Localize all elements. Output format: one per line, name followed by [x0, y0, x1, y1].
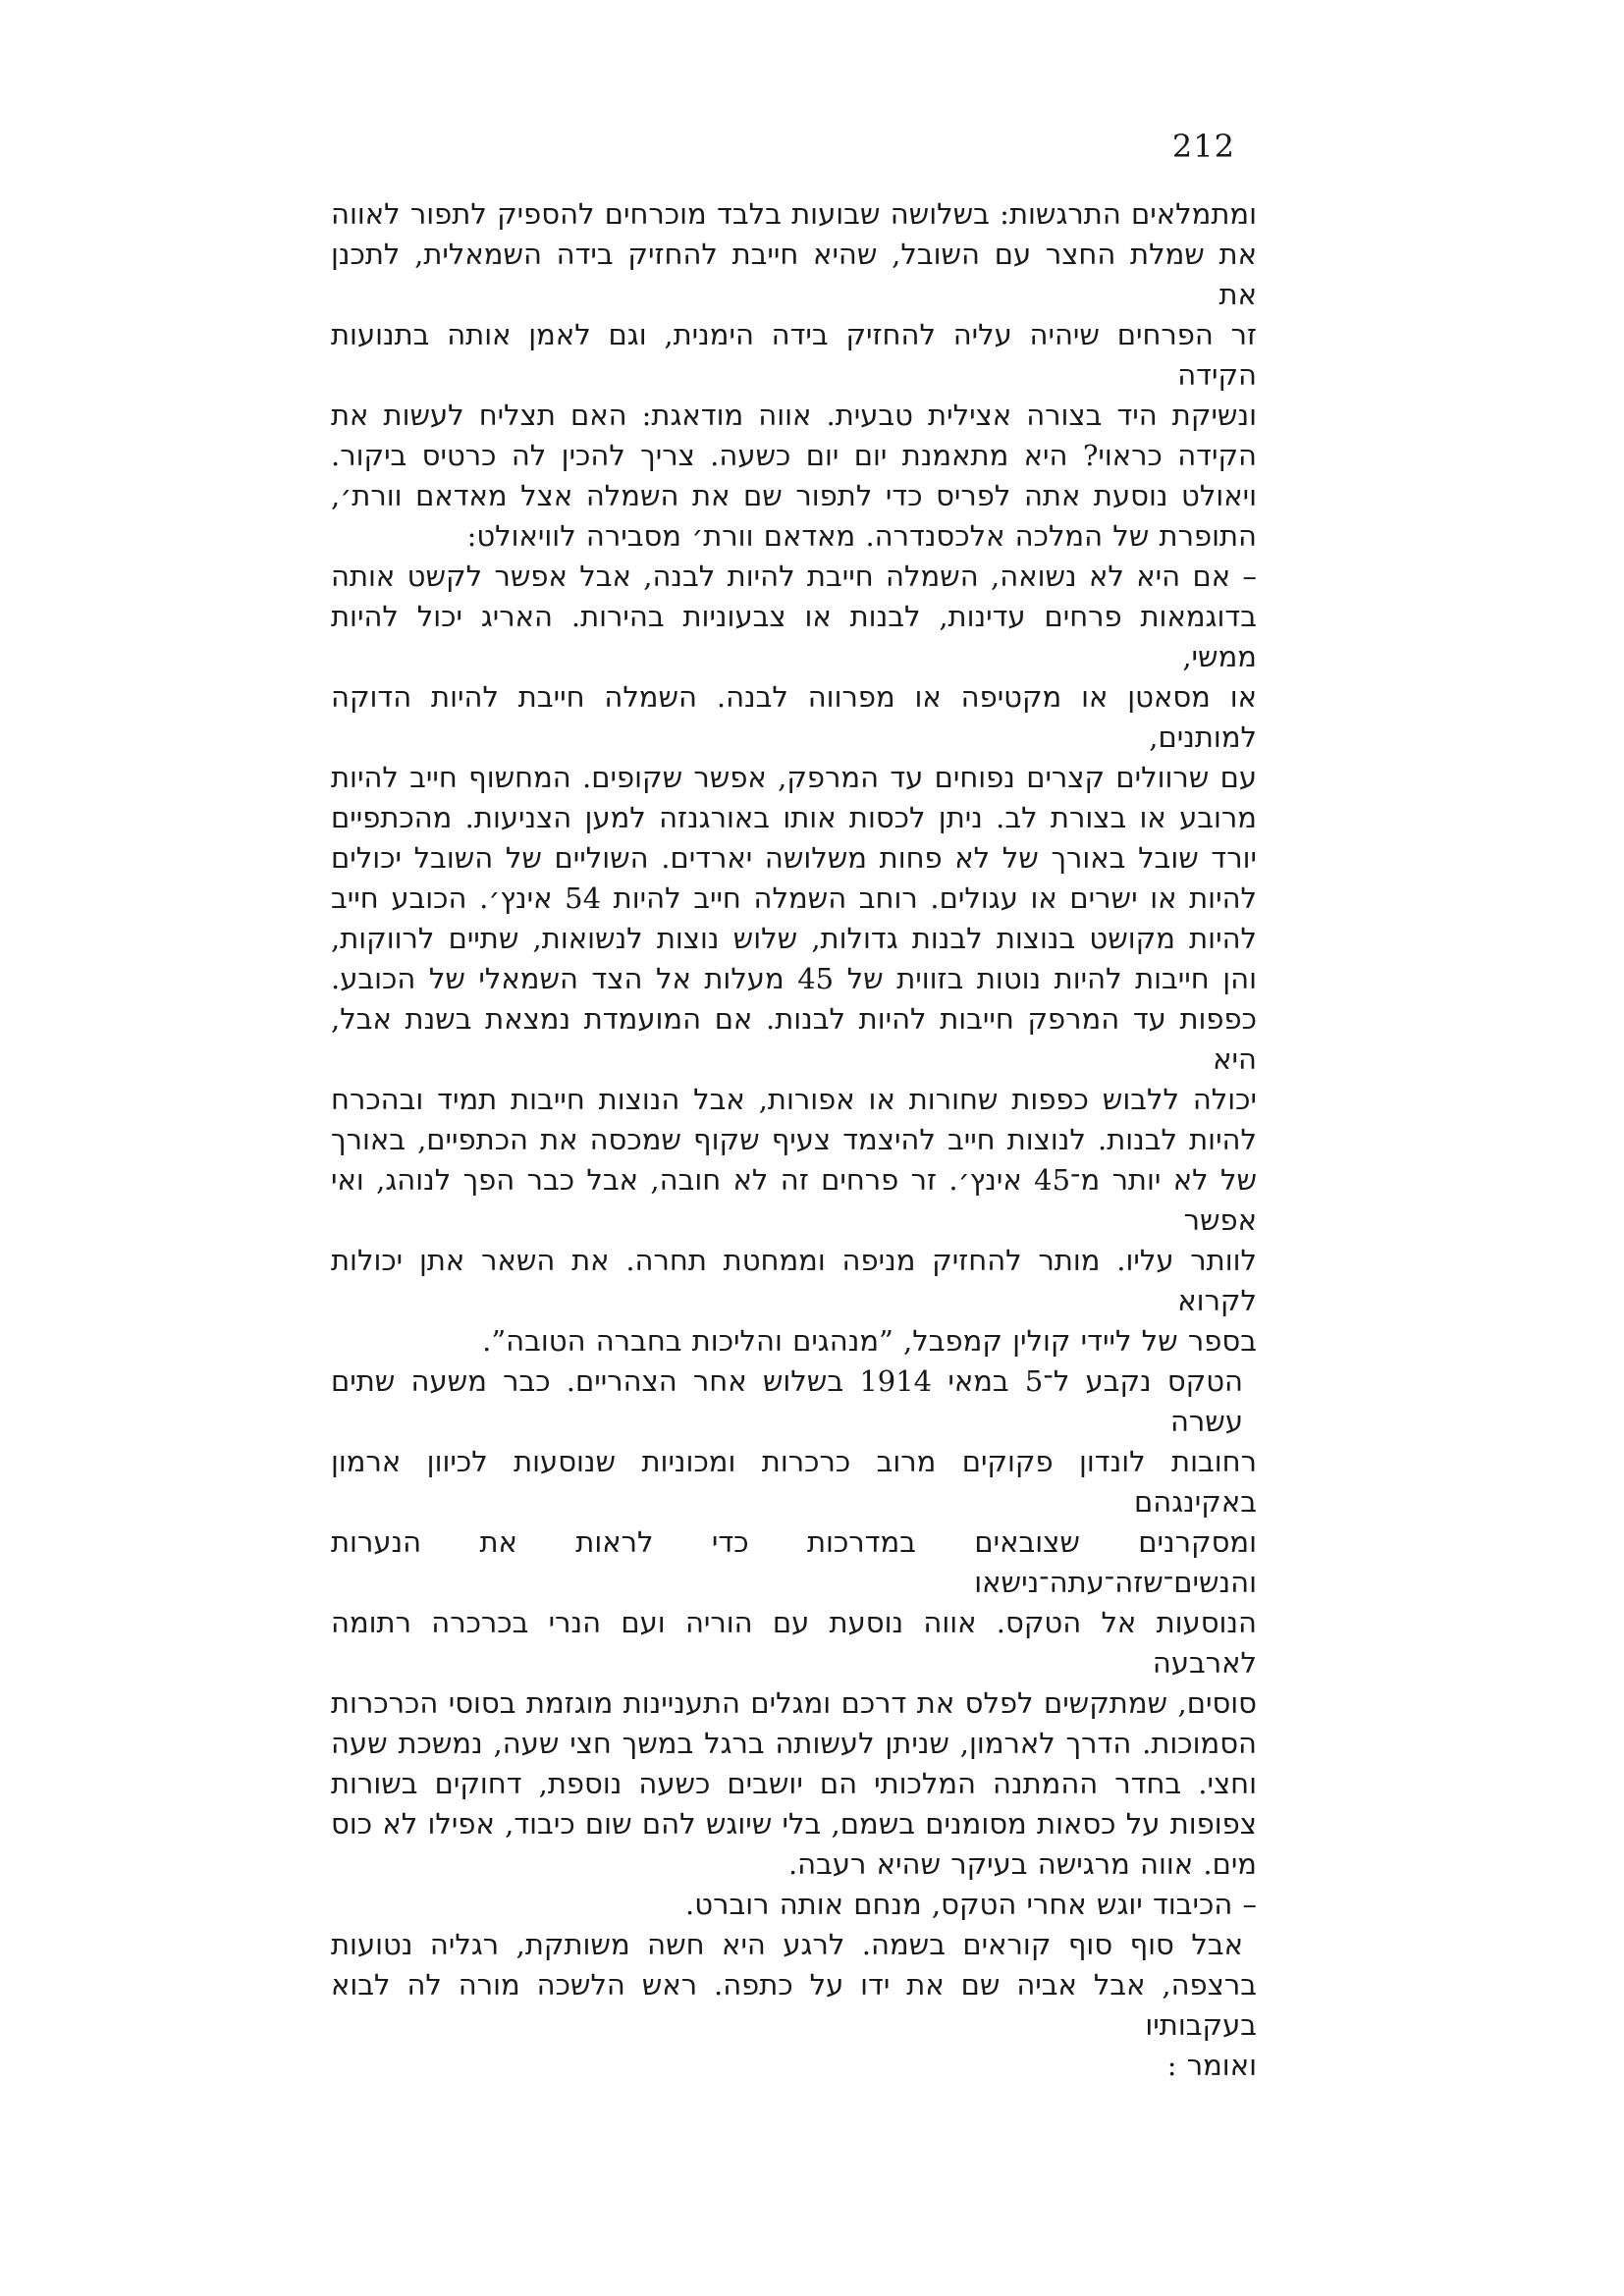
text-line: לוותר עליו. מותר להחזיק מניפה וממחטת תחרה. את השאר אתן יכולות לקרוא — [331, 1244, 1257, 1317]
paragraph — [331, 194, 1257, 557]
text-line: – הכיבוד יוגש אחרי הטקס, מנחם אותה רוברט. — [685, 1888, 1257, 1921]
text-line: להיות או ישרים או עגולים. רוחב השמלה חייב להיות 54 אינץ׳. הכובע חייב — [331, 881, 1257, 915]
text-block — [331, 194, 1257, 2086]
text-line: הסמוכות. הדרך לארמון, שניתן לעשותה ברגל במשך חצי שעה, נמשכת שעה — [331, 1727, 1257, 1760]
text-line: ואומר : — [1166, 2049, 1257, 2082]
dialogue-paragraph — [331, 557, 1257, 1362]
text-line: יורד שובל באורך של לא פחות משלושה יארדים. השוליים של השובל יכולים — [331, 841, 1257, 875]
text-line: את שמלת החצר עם השובל, שהיא חייבת להחזיק בידה השמאלית, לתכנן את — [331, 238, 1257, 311]
text-line: והן חייבות להיות נוטות בזווית של 45 מעלות אל הצד השמאלי של הכובע. — [331, 962, 1257, 995]
paragraph — [331, 1925, 1257, 2086]
text-line: וחצי. בחדר ההמתנה המלכותי הם יושבים כשעה נוספת, דחוקים בשורות — [331, 1767, 1257, 1800]
text-line: ברצפה, אבל אביה שם את ידו על כתפה. ראש הלשכה מורה לה לבוא בעקבותיו — [331, 1968, 1257, 2042]
text-line: כפפות עד המרפק חייבות להיות לבנות. אם המועמדת נמצאת בשנת אבל, היא — [331, 1002, 1257, 1076]
text-line: התופרת של המלכה אלכסנדרה. מאדאם וורת׳ מסבירה לוויאולט: — [466, 519, 1257, 553]
text-line: של לא יותר מ־45 אינץ׳. זר פרחים זה לא חובה, אבל כבר הפך לנוהג, ואי אפשר — [331, 1163, 1257, 1237]
text-line: ויאולט נוסעת אתה לפריס כדי לתפור שם את השמלה אצל מאדאם וורת׳, — [331, 479, 1257, 512]
text-line: רחובות לונדון פקוקים מרוב כרכרות ומכוניות שנוסעות לכיוון ארמון באקינגהם — [331, 1445, 1257, 1519]
text-line: סוסים, שמתקשים לפלס את דרכם ומגלים התעניינות מוגזמת בסוסי הכרכרות — [331, 1686, 1257, 1720]
text-line: צפופות על כסאות מסומנים בשמם, בלי שיוגש להם שום כיבוד, אפילו לא כוס — [331, 1807, 1257, 1841]
text-line: להיות לבנות. לנוצות חייב להיצמד צעיף שקוף שמכסה את הכתפיים, באורך — [331, 1123, 1257, 1156]
text-line: הטקס נקבע ל־5 במאי 1914 בשלוש אחר הצהריים. כבר משעה שתים עשרה — [331, 1364, 1243, 1438]
text-line: ומסקרנים שצובאים במדרכות כדי לראות את הנערות והנשים־שזה־עתה־נישאו — [331, 1525, 1257, 1599]
text-line: להיות מקושט בנוצות לבנות גדולות, שלוש נוצות לנשואות, שתיים לרווקות, — [331, 922, 1257, 955]
text-line: מים. אווה מרגישה בעיקר שהיא רעבה. — [787, 1847, 1257, 1881]
text-line: ומתמלאים התרגשות: בשלושה שבועות בלבד מוכרחים להספיק לתפור לאווה — [331, 197, 1257, 231]
text-line: עם שרוולים קצרים נפוחים עד המרפק, אפשר שקופים. המחשוף חייב להיות — [331, 761, 1257, 794]
text-line: ונשיקת היד בצורה אצילית טבעית. אווה מודאגת: האם תצליח לעשות את — [331, 399, 1257, 432]
text-line: בדוגמאות פרחים עדינות, לבנות או צבעוניות בהירות. האריג יכול להיות ממשי, — [331, 600, 1257, 673]
dialogue-paragraph — [331, 1885, 1257, 1925]
text-line: יכולה ללבוש כפפות שחורות או אפורות, אבל הנוצות חייבות תמיד ובהכרח — [331, 1083, 1257, 1116]
text-line: או מסאטן או מקטיפה או מפרווה לבנה. השמלה חייבת להיות הדוקה למותנים, — [331, 680, 1257, 754]
text-line: זר הפרחים שיהיה עליה להחזיק בידה הימנית, וגם לאמן אותה בתנועות הקידה — [331, 318, 1257, 392]
page-number: 212 — [1171, 128, 1235, 165]
paragraph — [331, 1362, 1257, 1885]
text-line: מרובע או בצורת לב. ניתן לכסות אותו באורגנזה למען הצניעות. מהכתפיים — [331, 801, 1258, 834]
text-line: הקידה כראוי? היא מתאמנת יום יום כשעה. צריך להכין לה כרטיס ביקור. — [331, 439, 1257, 472]
text-line: הנוסעות אל הטקס. אווה נוסעת עם הוריה ועם הנרי בכרכרה רתומה לארבעה — [331, 1606, 1257, 1680]
text-line: אבל סוף סוף קוראים בשמה. לרגע היא חשה משותקת, רגליה נטועות — [331, 1928, 1243, 1961]
text-line: – אם היא לא נשואה, השמלה חייבת להיות לבנה, אבל אפשר לקשט אותה — [331, 560, 1257, 593]
text-line: בספר של ליידי קולין קמפבל, ”מנהגים והליכות בחברה הטובה”. — [482, 1324, 1257, 1358]
